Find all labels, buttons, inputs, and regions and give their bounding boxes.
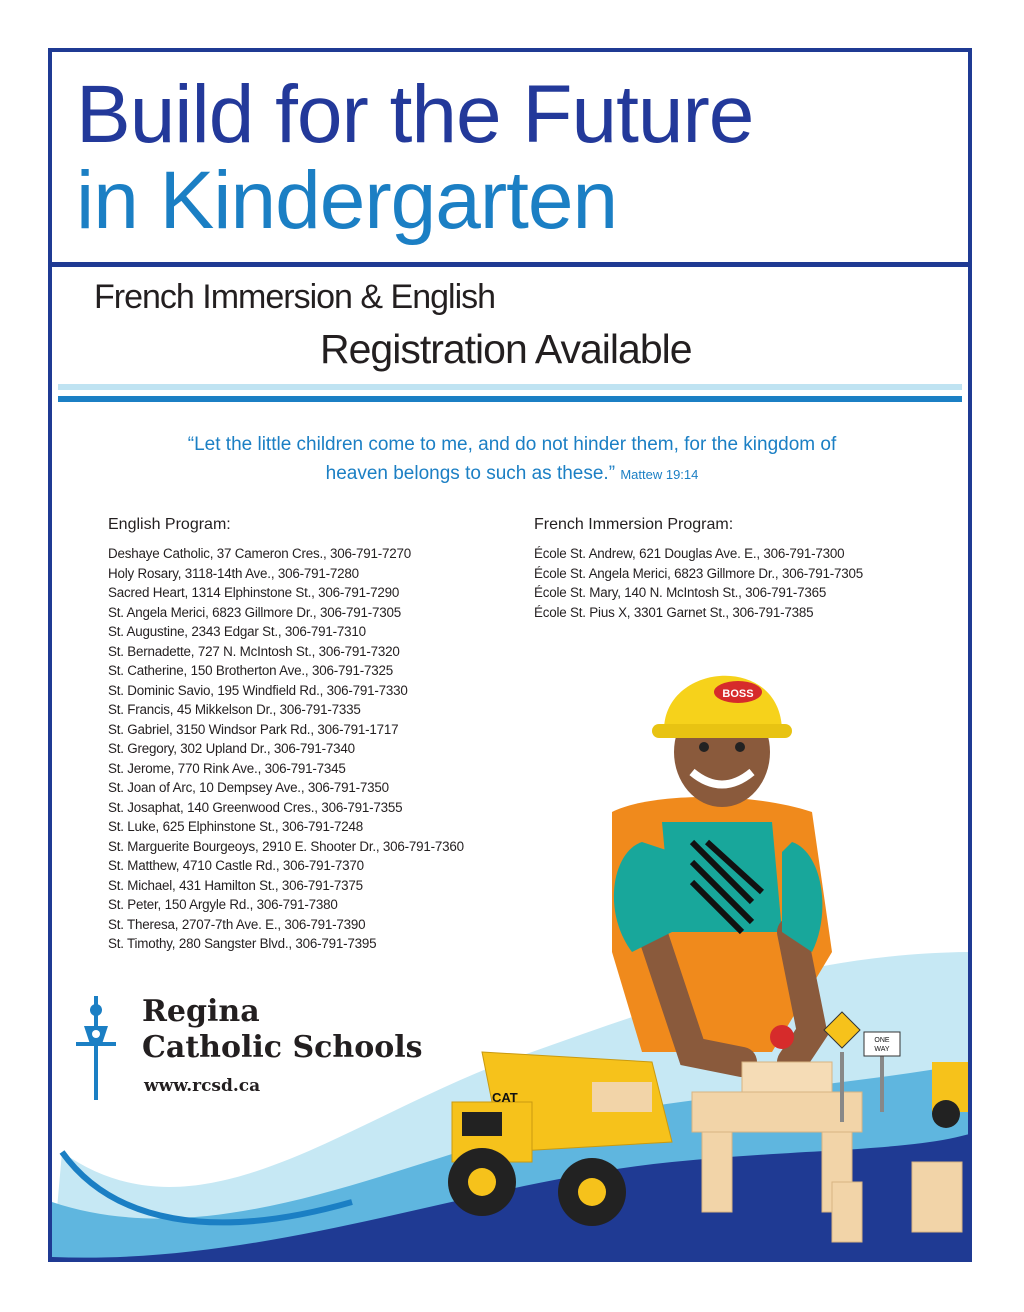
school-list-item: Holy Rosary, 3118-14th Ave., 306-791-7280 [108, 565, 359, 581]
quote-text: “Let the little children come to me, and do not hinder them, for the kingdom of heaven belongs to such as these.” [187, 434, 837, 484]
school-list-item: St. Bernadette, 727 N. McIntosh St., 306-791-7320 [108, 643, 400, 659]
sign-text-line-2: WAY [874, 1046, 890, 1053]
sign-text-line-1: ONE [874, 1037, 890, 1044]
programs-subtitle: French Immersion & English [94, 278, 496, 316]
school-list-item: St. Joan of Arc, 10 Dempsey Ave., 306-791-7350 [108, 780, 389, 795]
quote-reference: Mattew 19:14 [620, 467, 699, 482]
school-list-item: St. Augustine, 2343 Edgar St., 306-791-7310 [108, 624, 366, 639]
school-list-item: St. Theresa, 2707-7th Ave. E., 306-791-7390 [108, 916, 366, 932]
headline-line-2: in Kindergarten [76, 155, 618, 246]
school-list-item: St. Dominic Savio, 195 Windfield Rd., 306-791-7330 [108, 682, 408, 698]
poster-frame [48, 48, 972, 1262]
truck-brand: CAT [492, 1090, 518, 1105]
school-list-item: École St. Mary, 140 N. McIntosh St., 306-791-7365 [534, 585, 827, 600]
school-list-item: St. Catherine, 150 Brotherton Ave., 306-791-7325 [108, 663, 393, 678]
logo-name-line-1: Regina [142, 994, 260, 1029]
school-list-item: St. Gabriel, 3150 Windsor Park Rd., 306-791-1717 [108, 721, 399, 737]
school-list-item: St. Matthew, 4710 Castle Rd., 306-791-7370 [108, 858, 364, 873]
school-list-item: Deshaye Catholic, 37 Cameron Cres., 306-791-7270 [108, 546, 412, 561]
school-list-item: École St. Angela Merici, 6823 Gillmore Dr., 306-791-7305 [534, 565, 863, 581]
school-list-item: St. Angela Merici, 6823 Gillmore Dr., 306-791-7305 [108, 604, 401, 620]
school-list-item: Sacred Heart, 1314 Elphinstone St., 306-791-7290 [108, 585, 400, 600]
school-list-item: St. Jerome, 770 Rink Ave., 306-791-7345 [108, 760, 346, 776]
headline-line-1: Build for the Future [76, 69, 754, 160]
school-list-item: St. Gregory, 302 Upland Dr., 306-791-7340 [108, 741, 355, 756]
english-program-heading: English Program: [108, 516, 231, 533]
school-list-item: École St. Pius X, 3301 Garnet St., 306-791-7385 [534, 604, 814, 620]
school-list-item: St. Michael, 431 Hamilton St., 306-791-7375 [108, 877, 363, 893]
helmet-label: BOSS [722, 688, 754, 700]
school-list-item: École St. Andrew, 621 Douglas Ave. E., 306-791-7300 [534, 546, 845, 561]
french-program-heading: French Immersion Program: [534, 516, 734, 533]
school-list-item: St. Timothy, 280 Sangster Blvd., 306-791-7395 [108, 936, 377, 951]
registration-subtitle: Registration Available [320, 326, 692, 372]
logo-wordmark [142, 994, 423, 1066]
school-list-item: St. Peter, 150 Argyle Rd., 306-791-7380 [108, 897, 338, 912]
regina-catholic-schools-logo-icon [76, 996, 116, 1100]
school-list-item: St. Luke, 625 Elphinstone St., 306-791-7248 [108, 819, 363, 834]
logo-name-line-2: Catholic Schools [142, 1030, 423, 1065]
school-list-item: St. Josaphat, 140 Greenwood Cres., 306-791-7355 [108, 799, 403, 815]
school-list-item: St. Francis, 45 Mikkelson Dr., 306-791-7335 [108, 702, 361, 717]
website-url: www.rcsd.ca [144, 1076, 261, 1096]
school-list-item: St. Marguerite Bourgeoys, 2910 E. Shooter Dr., 306-791-7360 [108, 838, 464, 854]
